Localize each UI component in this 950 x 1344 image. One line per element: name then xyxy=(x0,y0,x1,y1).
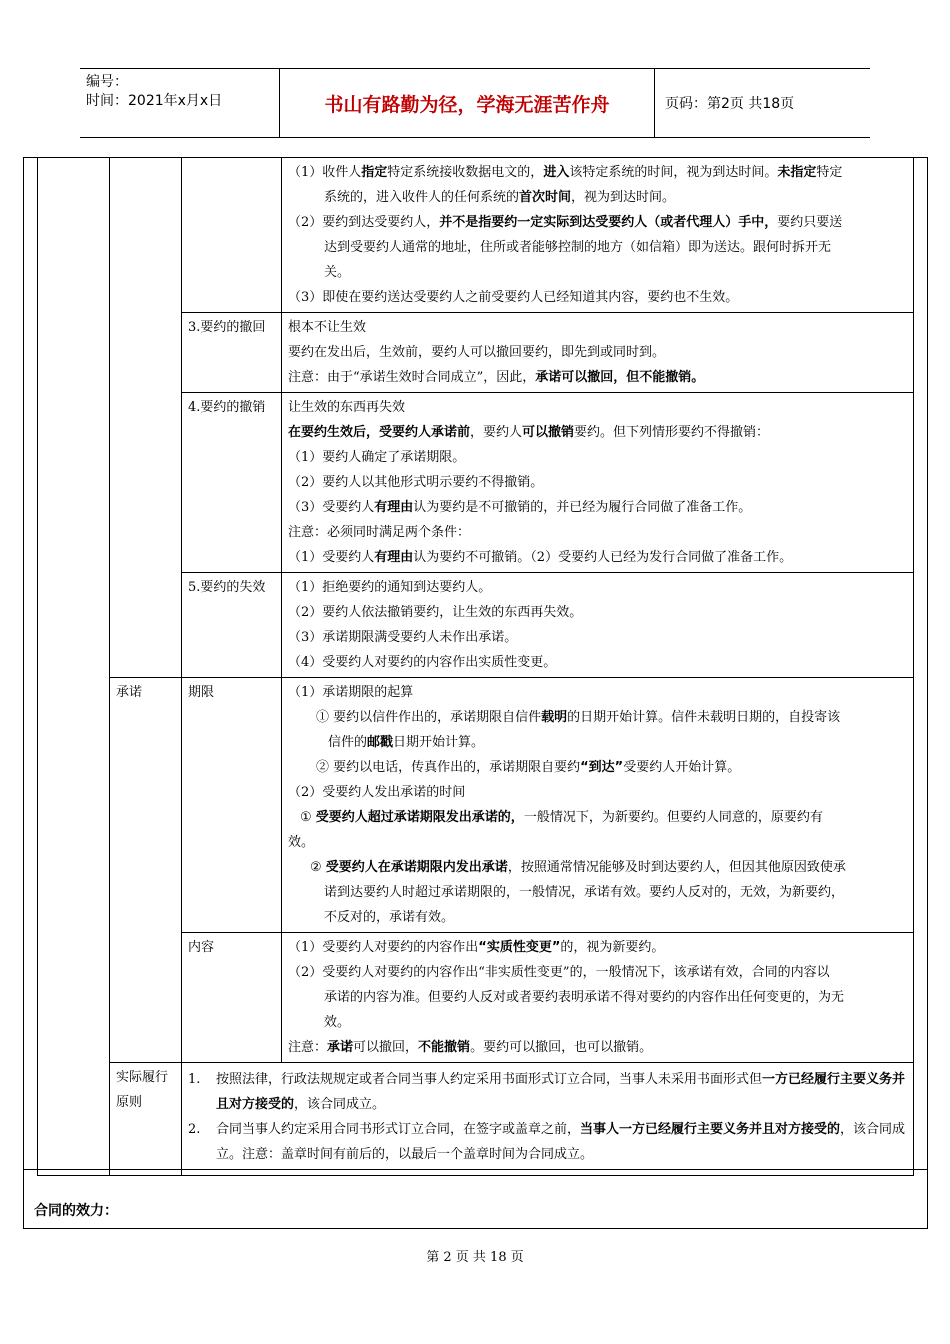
table-row xyxy=(38,678,914,933)
contract-table xyxy=(37,157,914,1176)
acceptance-content-cell: （1）受要约人对要约的内容作出“实质性变更”的，视为新要约。 （2）受要约人对要约的内容作出“非实质性变更”的，一般情况下，该承诺有效，合同的内容以 承诺的内容为准。但要约人反对或者要约表明承诺不得对要约的内容作出任何变更的，为无 效。 注意：承诺可以撤回，不能撤销。要约可以撤回，也可以撤销。 xyxy=(282,933,914,1063)
lapse-label: 5.要约的失效 xyxy=(182,573,282,678)
acceptance-label: 承诺 xyxy=(110,678,182,1063)
arrival-cell: （1）收件人指定特定系统接收数据电文的，进入该特定系统的时间，视为到达时间。未指定特定 系统的，进入收件人的任何系统的首次时间，视为到达时间。 （2）要约到达受要约人，并不是指要约一定实际到达受要约人（或者代理人）手中，要约只要送 达到受要约人通常的地址，住所或者能够控制的地方（如信箱）即为送达。跟何时拆开无 关。 （3）即使在要约送达受要约人之前受要约人已经知道其内容，要约也不生效。 xyxy=(282,158,914,313)
withdraw-label: 3.要约的撤回 xyxy=(182,313,282,393)
table-row xyxy=(38,1063,914,1176)
acceptance-content-label: 内容 xyxy=(182,933,282,1063)
section-title-effect: 合同的效力： xyxy=(34,1203,118,1219)
list-item: 2. 合同当事人约定采用合同书形式订立合同，在签字或盖章之前，当事人一方已经履行主要义务并且对方接受的，该合同成立。注意：盖章时间有前后的，以最后一个盖章时间为合同成立。 xyxy=(188,1122,906,1162)
document-time-label: 时间：2021年x月x日 xyxy=(86,93,223,109)
table-cell-empty xyxy=(38,158,110,1176)
page-footer: 第 2 页 共 18 页 xyxy=(426,1250,524,1265)
table-cell-empty xyxy=(110,158,182,678)
performance-label: 实际履行原则 xyxy=(110,1063,182,1176)
acceptance-period-label: 期限 xyxy=(182,678,282,933)
lapse-cell: （1）拒绝要约的通知到达要约人。 （2）要约人依法撤销要约，让生效的东西再失效。 （3）承诺期限满受要约人未作出承诺。 （4）受要约人对要约的内容作出实质性变更。 xyxy=(282,573,914,678)
withdraw-cell: 根本不让生效 要约在发出后，生效前，要约人可以撤回要约，即先到或同时到。 注意：由于“承诺生效时合同成立”，因此，承诺可以撤回，但不能撤销。 xyxy=(282,313,914,393)
document-number-label: 编号： xyxy=(86,74,128,90)
acceptance-period-cell: （1）承诺期限的起算 ① 要约以信件作出的，承诺期限自信件载明的日期开始计算。信件未载明日期的，自投寄该 信件的邮戳日期开始计算。 ② 要约以电话，传真作出的，承诺期限自要约“到达”受要约人开始计算。 （2）受要约人发出承诺的时间 ① 受要约人超过承诺期限发出承诺的，一般情况下，为新要约。但要约人同意的，原要约有 效。 ② 受要约人在承诺期限内发出承诺，按照通常情况能够及时到达要约人，但因其他原因致使承 诺到达要约人时超过承诺期限的，一般情况，承诺有效。要约人反对的，无效，为新要约， 不反对的，承诺有效。 xyxy=(282,678,914,933)
header-motto: 书山有路勤为径，学海无涯苦作舟 xyxy=(280,69,655,137)
table-cell-empty xyxy=(182,158,282,313)
table-row xyxy=(38,158,914,313)
performance-cell xyxy=(182,1063,914,1176)
list-item: 1. 按照法律，行政法规规定或者合同当事人约定采用书面形式订立合同，当事人未采用书面形式但一方已经履行主要义务并且对方接受的，该合同成立。 xyxy=(188,1072,906,1112)
header-meta xyxy=(80,69,280,137)
revoke-label: 4.要约的撤销 xyxy=(182,393,282,573)
page-header xyxy=(80,68,870,138)
header-page-info: 页码：第2页 共18页 xyxy=(665,96,795,112)
revoke-cell: 让生效的东西再失效 在要约生效后，受要约人承诺前，要约人可以撤销要约。但下列情形要约不得撤销： （1）要约人确定了承诺期限。 （2）要约人以其他形式明示要约不得撤销。 （3）受要约人有理由认为要约是不可撤销的，并已经为履行合同做了准备工作。 注意：必须同时满足两个条件： （1）受要约人有理由认为要约不可撤销。（2）受要约人已经为发行合同做了准备工作。 xyxy=(282,393,914,573)
